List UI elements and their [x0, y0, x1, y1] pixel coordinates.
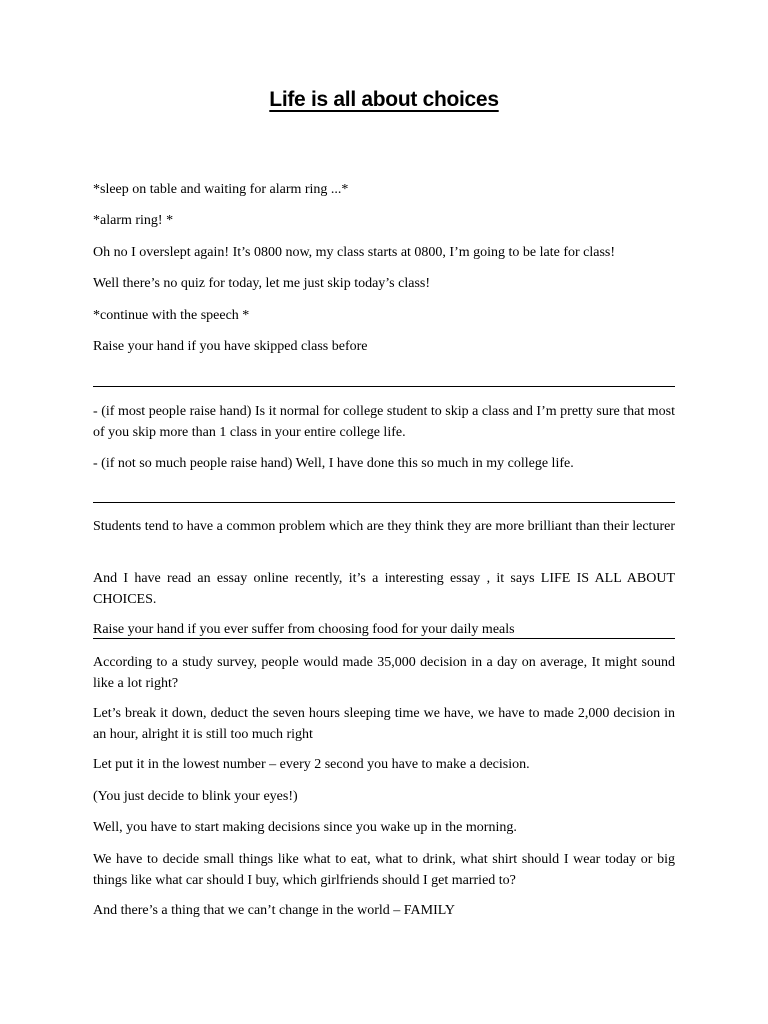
section-divider — [93, 502, 675, 503]
script-line-family: And there’s a thing that we can’t change in the world – FAMILY — [93, 903, 455, 918]
document-title: Life is all about choices — [269, 88, 499, 111]
script-line-survey: According to a study survey, people would made 35,000 decision in a day on average, It might sound like a lot right? — [93, 655, 675, 691]
script-line-raise-hand-food: Raise your hand if you ever suffer from choosing food for your daily meals — [93, 622, 515, 637]
section-divider — [93, 638, 675, 639]
script-stage-direction-sleep: *sleep on table and waiting for alarm ring ...* — [93, 182, 349, 197]
script-line-raise-hand-skipped: Raise your hand if you have skipped class before — [93, 339, 368, 354]
script-branch-not-much-people: - (if not so much people raise hand) Well, I have done this so much in my college life. — [93, 456, 574, 471]
script-branch-most-people: - (if most people raise hand) Is it normal for college student to skip a class and I’m pretty sure that most of you skip more than 1 class in your entire college life. — [93, 404, 675, 440]
script-line-common-problem: Students tend to have a common problem which are they think they are more brilliant than their lecturer — [93, 519, 675, 534]
script-line-overslept: Oh no I overslept again! It’s 0800 now, my class starts at 0800, I’m going to be late for class! — [93, 245, 616, 260]
script-line-skip-class: Well there’s no quiz for today, let me just skip today’s class! — [93, 276, 431, 291]
script-line-decide-things: We have to decide small things like what to eat, what to drink, what shirt should I wear today or big things like what car should I buy, which girlfriends should I get married to? — [93, 852, 675, 888]
script-line-blink: (You just decide to blink your eyes!) — [93, 789, 298, 804]
script-stage-direction-alarm: *alarm ring! * — [93, 213, 174, 228]
script-line-wake-up: Well, you have to start making decisions since you wake up in the morning. — [93, 820, 517, 835]
script-line-break-down: Let’s break it down, deduct the seven hours sleeping time we have, we have to made 2,000 decision in an hour, alright it is still too much right — [93, 706, 675, 742]
section-divider — [93, 386, 675, 387]
script-line-lowest-number: Let put it in the lowest number – every 2 second you have to make a decision. — [93, 757, 530, 772]
script-stage-direction-continue: *continue with the speech * — [93, 308, 250, 323]
script-line-essay: And I have read an essay online recently, it’s a interesting essay , it says LIFE IS ALL ABOUT CHOICES. — [93, 571, 675, 607]
